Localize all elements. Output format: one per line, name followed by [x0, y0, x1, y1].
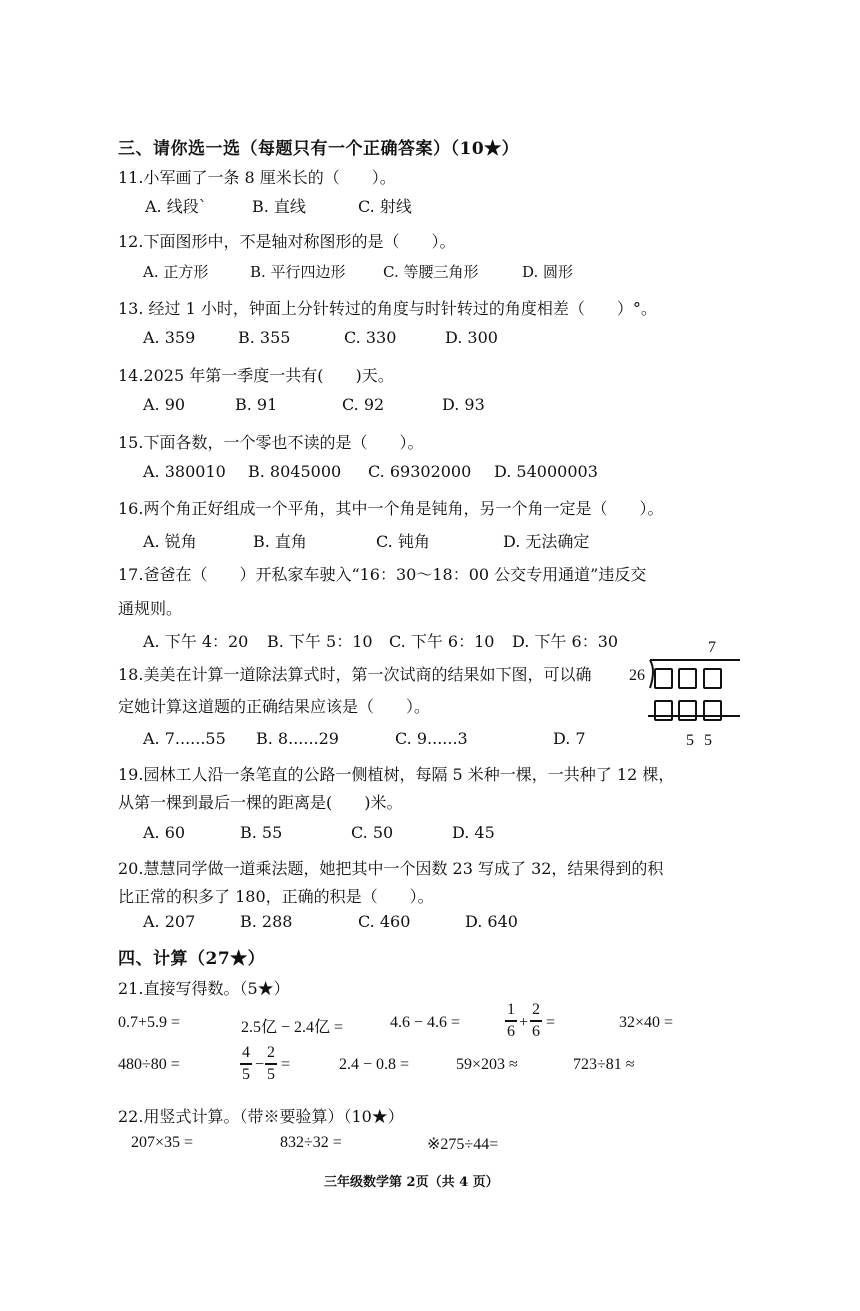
digit-box [678, 700, 697, 721]
q19-option-a: A. 60 [143, 823, 186, 842]
fraction-numerator: 4 [242, 1044, 250, 1061]
calc-item: 32×40 = [619, 1014, 674, 1031]
question-12: 12.下面图形中，不是轴对称图形的是（ ）。 [118, 232, 456, 251]
fraction-bar [505, 1020, 517, 1022]
question-19: 19.园林工人沿一条笔直的公路一侧植树，每隔 5 米种一棵，一共种了 12 棵， [118, 765, 675, 784]
division-remainder: 5 5 [686, 732, 712, 749]
q18-option-d: D. 7 [553, 729, 586, 748]
calc-item: 4.6 − 4.6 = [390, 1014, 461, 1031]
q12-option-d: D. 圆形 [522, 263, 574, 281]
fraction-denominator: 5 [242, 1065, 250, 1083]
section-3-title: 三、请你选一选（每题只有一个正确答案）（10★） [118, 139, 520, 159]
q18-option-c: C. 9......3 [395, 729, 468, 748]
fraction-numerator: 2 [267, 1044, 275, 1061]
calc-item: 59×203 ≈ [456, 1056, 518, 1073]
q14-option-d: D. 93 [442, 395, 485, 414]
digit-box [654, 700, 673, 721]
q19-option-c: C. 50 [351, 823, 394, 842]
q11-option-a: A. 线段` [145, 197, 207, 216]
calc-item: 2.5亿 − 2.4亿 = [241, 1019, 344, 1036]
minus-sign: − [255, 1056, 265, 1073]
question-20: 20.慧慧同学做一道乘法题，她把其中一个因数 23 写成了 32，结果得到的积 [118, 859, 664, 878]
calc-item: 723÷81 ≈ [573, 1056, 635, 1073]
q14-option-c: C. 92 [342, 395, 385, 414]
vertical-calc-item: ※275÷44= [427, 1136, 499, 1153]
section-4-title: 四、计算（27★） [118, 949, 266, 969]
q19-option-b: B. 55 [240, 823, 283, 842]
page-footer: 三年级数学第 2页（共 4 页） [324, 1175, 499, 1190]
q11-option-c: C. 射线 [358, 197, 412, 216]
question-21: 21.直接写得数。（5★） [118, 979, 290, 998]
question-19-line2: 从第一棵到最后一棵的距离是( )米。 [118, 793, 403, 812]
vertical-calc-item: 832÷32 = [280, 1134, 342, 1151]
plus-sign: + [519, 1014, 529, 1031]
fraction [240, 1044, 252, 1084]
q14-option-a: A. 90 [143, 395, 186, 414]
q17-option-c: C. 下午 6：10 [389, 632, 495, 651]
q12-option-c: C. 等腰三角形 [383, 263, 479, 281]
question-18-line2: 定她计算这道题的正确结果应该是（ ）。 [118, 697, 431, 716]
q15-option-b: B. 8045000 [248, 462, 342, 481]
q15-option-c: C. 69302000 [368, 462, 472, 481]
fraction-denominator: 5 [267, 1065, 275, 1083]
q15-option-d: D. 54000003 [494, 462, 598, 481]
equals-sign: = [546, 1014, 556, 1031]
digit-box [678, 668, 697, 689]
q13-option-d: D. 300 [445, 328, 498, 347]
q17-option-a: A. 下午 4：20 [143, 632, 249, 651]
q12-option-b: B. 平行四边形 [250, 263, 346, 281]
equals-sign: = [281, 1056, 291, 1073]
fraction-bar [240, 1063, 252, 1065]
question-16: 16.两个角正好组成一个平角，其中一个角是钝角，另一个角一定是（ ）。 [118, 499, 664, 518]
question-17-line2: 通规则。 [118, 599, 183, 618]
question-14: 14.2025 年第一季度一共有( )天。 [118, 366, 394, 385]
question-17: 17.爸爸在（ ）开私家车驶入“16：30～18：00 公交专用通道”违反交 [118, 565, 647, 584]
question-22: 22.用竖式计算。（带※要验算）（10★） [118, 1107, 404, 1126]
calc-item: 480÷80 = [118, 1056, 180, 1073]
q12-option-a: A. 正方形 [143, 263, 209, 281]
q16-option-a: A. 锐角 [143, 532, 197, 551]
q16-option-b: B. 直角 [253, 532, 307, 551]
division-quotient: 7 [708, 639, 716, 656]
q13-option-b: B. 355 [238, 328, 291, 347]
digit-box [703, 700, 722, 721]
fraction [530, 1001, 542, 1041]
fraction-numerator: 1 [507, 1001, 515, 1018]
q13-option-a: A. 359 [143, 328, 196, 347]
question-20-line2: 比正常的积多了 180，正确的积是（ ）。 [118, 887, 434, 906]
q14-option-b: B. 91 [235, 395, 278, 414]
fraction-denominator: 6 [507, 1022, 515, 1040]
question-18: 18.美美在计算一道除法算式时，第一次试商的结果如下图，可以确 [118, 665, 592, 684]
calc-item: 0.7+5.9 = [118, 1014, 181, 1031]
fraction [505, 1001, 517, 1041]
digit-box [654, 668, 673, 689]
digit-box [703, 668, 722, 689]
fraction-denominator: 6 [532, 1022, 540, 1040]
fraction-bar [265, 1063, 277, 1065]
question-15: 15.下面各数，一个零也不读的是（ ）。 [118, 433, 424, 452]
q16-option-c: C. 钝角 [376, 532, 430, 551]
calc-item: 2.4 − 0.8 = [339, 1056, 410, 1073]
q20-option-b: B. 288 [240, 912, 293, 931]
q18-option-a: A. 7......55 [143, 729, 226, 748]
q15-option-a: A. 380010 [143, 462, 226, 481]
q20-option-d: D. 640 [465, 912, 518, 931]
q11-option-b: B. 直线 [252, 197, 306, 216]
question-13: 13. 经过 1 小时，钟面上分针转过的角度与时针转过的角度相差（ ）°。 [118, 299, 657, 318]
division-divisor: 26 [629, 667, 645, 684]
q17-option-d: D. 下午 6：30 [512, 632, 619, 651]
fraction [265, 1044, 277, 1084]
q20-option-c: C. 460 [358, 912, 411, 931]
vertical-calc-item: 207×35 = [131, 1134, 194, 1151]
question-11: 11.小军画了一条 8 厘米长的（ ）。 [118, 168, 396, 187]
q19-option-d: D. 45 [452, 823, 495, 842]
q18-option-b: B. 8......29 [256, 729, 339, 748]
q16-option-d: D. 无法确定 [503, 532, 590, 551]
fraction-numerator: 2 [532, 1001, 540, 1018]
q13-option-c: C. 330 [344, 328, 397, 347]
q20-option-a: A. 207 [143, 912, 196, 931]
q17-option-b: B. 下午 5：10 [267, 632, 373, 651]
fraction-bar [530, 1020, 542, 1022]
